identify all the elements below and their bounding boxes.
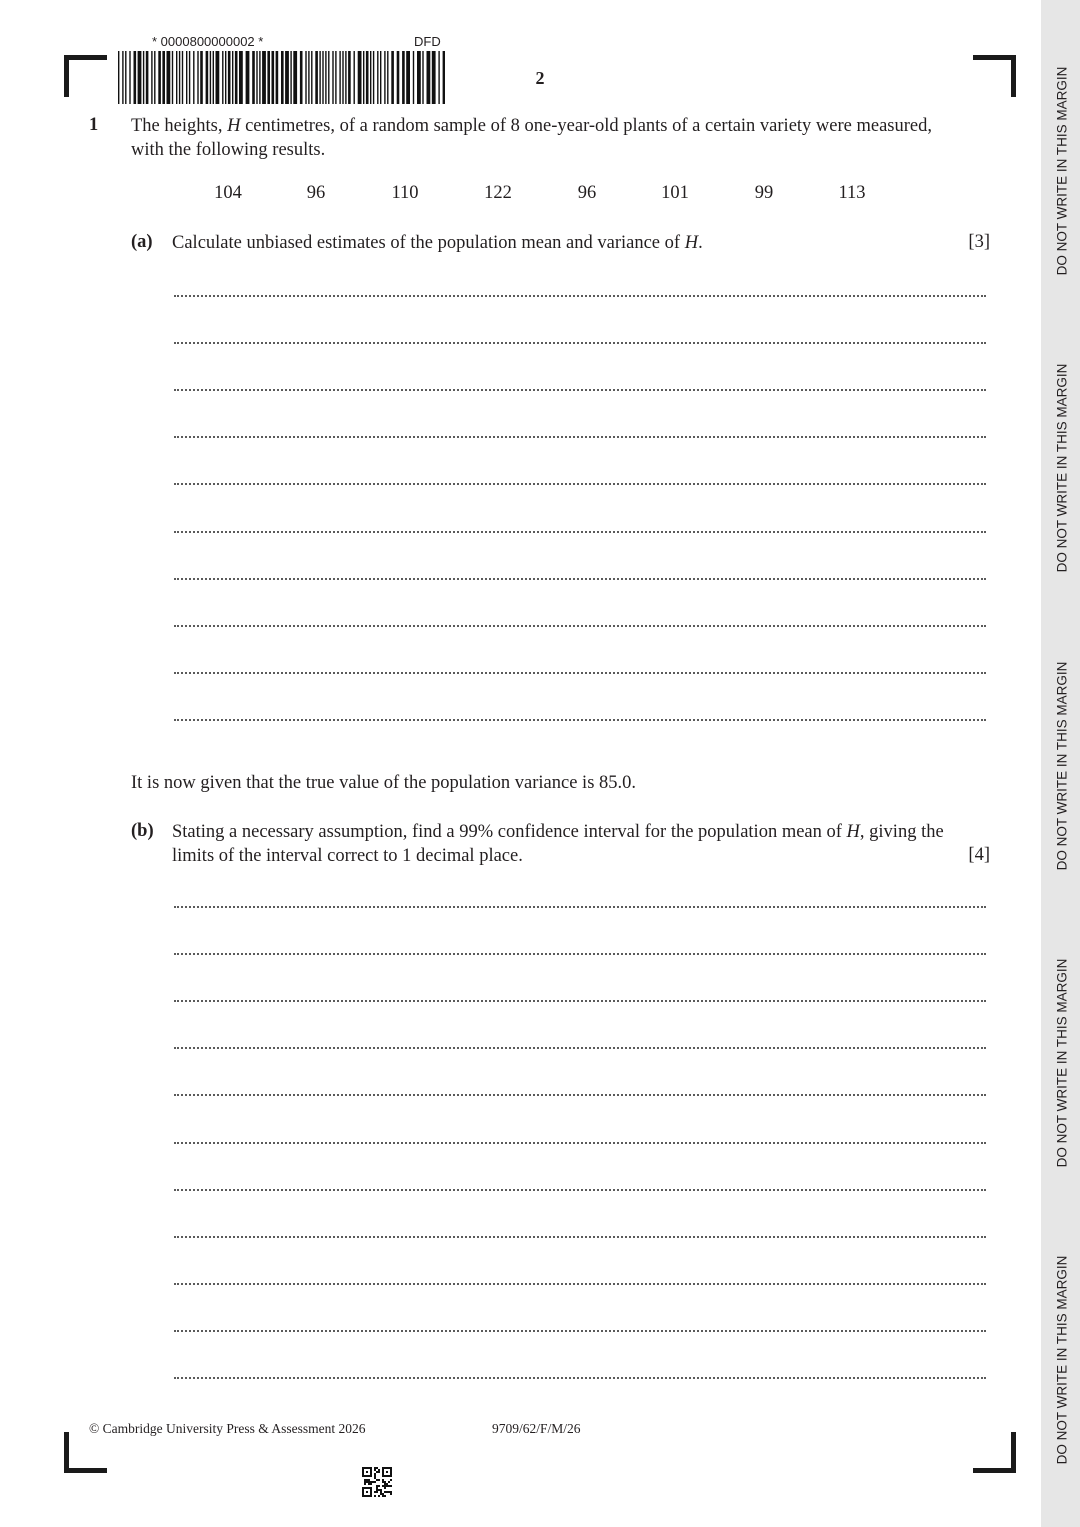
data-value: 110 xyxy=(391,183,419,203)
part-b-answer-line[interactable] xyxy=(174,1224,986,1238)
footer-copyright: © Cambridge University Press & Assessment 2026 xyxy=(89,1421,366,1436)
part-a-answer-line[interactable] xyxy=(174,471,986,485)
data-value: 104 xyxy=(214,183,242,203)
part-b-answer-line[interactable] xyxy=(174,1318,986,1332)
part-b-answer-line[interactable] xyxy=(174,1082,986,1096)
data-value: 99 xyxy=(754,183,774,203)
data-value: 96 xyxy=(306,183,326,203)
part-a-answer-line[interactable] xyxy=(174,660,986,674)
barcode-code: DFD xyxy=(414,34,441,49)
corner-mark-top-left xyxy=(64,55,69,97)
page-number: 2 xyxy=(535,68,545,88)
part-b-answer-line[interactable] xyxy=(174,941,986,955)
part-a-answer-line[interactable] xyxy=(174,330,986,344)
corner-mark-bottom-left xyxy=(64,1468,107,1473)
part-b-answer-line[interactable] xyxy=(174,1177,986,1191)
part-b-answer-line[interactable] xyxy=(174,1130,986,1144)
part-b-answer-line[interactable] xyxy=(174,988,986,1002)
part-a-answer-line[interactable] xyxy=(174,424,986,438)
barcode-image xyxy=(118,51,445,104)
part-a-answer-line[interactable] xyxy=(174,377,986,391)
exam-page: DO NOT WRITE IN THIS MARGIN DO NOT WRITE IN THIS MARGIN DO NOT WRITE IN THIS MARGIN DO NOT WRITE IN THIS MARGIN DO NOT WRITE IN THIS MARGIN * 0000800000002 * DFD 2 1 The heights, H centimetres, of a random sample of 8 one-year-old plants of a certain variety were measured, with the following results. 104 96 110 122 96 101 99 113 (a) Calculate unbiased estimates of the population mean and variance of H. [3] It is now given that the true value of the population variance is 85.0. (b) Stating a necessary assumption, find a 99% confidence interval for the population mean of H, giving the limits of the interval correct to 1 decimal place. [4] © Cambridge University Press & Assessment 2026 9709/62/F/M/26 xyxy=(0,0,1080,1527)
qr-code-icon xyxy=(362,1467,392,1497)
data-value: 96 xyxy=(577,183,597,203)
given-statement: It is now given that the true value of the population variance is 85.0. xyxy=(131,773,637,793)
part-a-answer-line[interactable] xyxy=(174,283,986,297)
data-value: 101 xyxy=(661,183,689,203)
part-b-label: (b) xyxy=(131,821,154,841)
part-a-answer-line[interactable] xyxy=(174,519,986,533)
part-a-answer-line[interactable] xyxy=(174,566,986,580)
part-a-text: Calculate unbiased estimates of the population mean and variance of H. xyxy=(172,233,703,253)
part-a-answer-line[interactable] xyxy=(174,613,986,627)
part-a-answer-line[interactable] xyxy=(174,707,986,721)
part-b-answer-line[interactable] xyxy=(174,1035,986,1049)
corner-mark-top-right xyxy=(1011,55,1016,97)
part-b-answer-line[interactable] xyxy=(174,1271,986,1285)
question-number: 1 xyxy=(89,115,99,135)
corner-mark-top-left xyxy=(64,55,107,60)
data-value: 113 xyxy=(838,183,866,203)
part-b-text: Stating a necessary assumption, find a 99% confidence interval for the population mean of H, giving the limits of the interval correct to 1 decimal place. xyxy=(172,822,944,866)
corner-mark-bottom-right xyxy=(973,1468,1016,1473)
footer-paper-code: 9709/62/F/M/26 xyxy=(492,1421,581,1436)
part-b-answer-line[interactable] xyxy=(174,1365,986,1379)
question-intro: The heights, H centimetres, of a random sample of 8 one-year-old plants of a certain variety were measured, with the following results. xyxy=(131,116,932,160)
barcode-number: * 0000800000002 * xyxy=(152,34,264,49)
part-a-label: (a) xyxy=(131,232,153,252)
corner-mark-bottom-right xyxy=(1011,1432,1016,1473)
data-value: 122 xyxy=(484,183,512,203)
part-b-answer-line[interactable] xyxy=(174,894,986,908)
part-b-marks: [4] xyxy=(968,845,990,865)
part-a-marks: [3] xyxy=(968,232,990,252)
data-values-row xyxy=(0,183,1080,209)
corner-mark-top-right xyxy=(973,55,1016,60)
corner-mark-bottom-left xyxy=(64,1432,69,1473)
